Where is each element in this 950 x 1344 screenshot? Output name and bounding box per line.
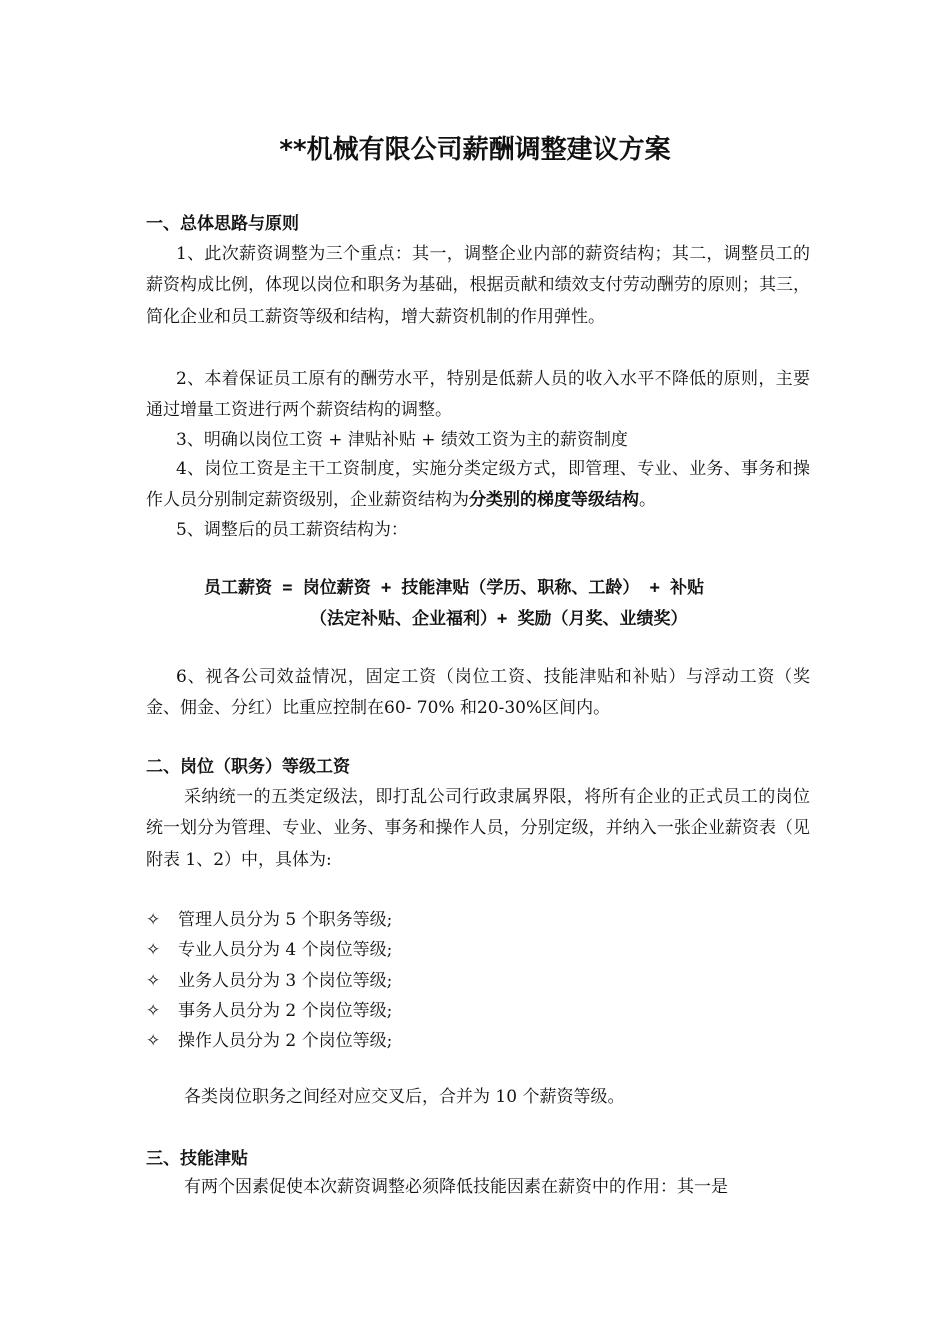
document-title: **机械有限公司薪酬调整建议方案 bbox=[279, 135, 671, 165]
paragraph-4-text: 4、岗位工资是主干工资制度，实施分类定级方式，即管理、专业、业务、事务和操作人员分别制定薪资级别，企业薪资结构为 bbox=[146, 459, 810, 511]
list-item bbox=[146, 1026, 392, 1056]
salary-formula-line-1: 员工薪资 = 岗位薪资 + 技能津贴（学历、职称、工龄） + 补贴 bbox=[204, 578, 705, 598]
diamond-star-icon: ✧ bbox=[146, 1031, 161, 1052]
section-1-paragraph-1: 1、此次薪资调整为三个重点：其一，调整企业内部的薪资结构；其二，调整员工的薪资构成比例，体现以岗位和职务为基础，根据贡献和绩效支付劳动酬劳的原则；其三，简化企业和员工薪资等级和结构，增大薪资机制的作用弹性。 bbox=[146, 244, 810, 327]
diamond-star-icon: ✧ bbox=[146, 1000, 161, 1021]
section-3-heading: 三、技能津贴 bbox=[146, 1149, 248, 1169]
diamond-star-icon: ✧ bbox=[146, 970, 161, 991]
diamond-star-icon: ✧ bbox=[146, 910, 161, 930]
section-2-summary: 各类岗位职务之间经对应交叉后，合并为 10 个薪资等级。 bbox=[184, 1087, 625, 1107]
list-item-text: 专业人员分为 4 个岗位等级; bbox=[178, 940, 393, 961]
section-1-paragraph-5: 5、调整后的员工薪资结构为： bbox=[176, 520, 408, 540]
diamond-star-icon: ✧ bbox=[146, 940, 161, 961]
section-1-heading: 一、总体思路与原则 bbox=[146, 214, 299, 234]
list-item-text: 操作人员分为 2 个岗位等级; bbox=[178, 1031, 393, 1052]
grade-list bbox=[146, 905, 392, 1056]
salary-formula-line-2: （法定补贴、企业福利）+ 奖励（月奖、业绩奖） bbox=[310, 609, 688, 629]
gradient-structure-emphasis: 分类别的梯度等级结构 bbox=[469, 490, 639, 511]
list-item-text: 业务人员分为 3 个岗位等级; bbox=[178, 970, 393, 991]
list-item bbox=[146, 905, 392, 935]
section-1-paragraph-4 bbox=[146, 454, 810, 517]
section-1-paragraph-2: 2、本着保证员工原有的酬劳水平，特别是低薪人员的收入水平不降低的原则，主要通过增量工资进行两个薪资结构的调整。 bbox=[146, 369, 810, 421]
list-item-text: 事务人员分为 2 个岗位等级; bbox=[178, 1000, 393, 1021]
list-item bbox=[146, 996, 392, 1026]
list-item bbox=[146, 966, 392, 996]
section-1-paragraph-6: 6、视各公司效益情况，固定工资（岗位工资、技能津贴和补贴）与浮动工资（奖金、佣金、分红）比重应控制在60- 70% 和20-30%区间内。 bbox=[146, 667, 810, 719]
section-1-paragraph-3: 3、明确以岗位工资 + 津贴补贴 + 绩效工资为主的薪资制度 bbox=[176, 430, 628, 450]
list-item bbox=[146, 935, 392, 965]
section-3-paragraph-1: 有两个因素促使本次薪资调整必须降低技能因素在薪资中的作用：其一是 bbox=[184, 1177, 728, 1197]
section-2-paragraph-1: 采纳统一的五类定级法，即打乱公司行政隶属界限，将所有企业的正式员工的岗位统一划分为管理、专业、业务、事务和操作人员，分别定级，并纳入一张企业薪资表（见附表 1、2）中，具体为: bbox=[146, 787, 810, 870]
paragraph-4-end: 。 bbox=[639, 490, 656, 511]
section-2-heading: 二、岗位（职务）等级工资 bbox=[146, 757, 350, 777]
list-item-text: 管理人员分为 5 个职务等级; bbox=[178, 910, 393, 930]
